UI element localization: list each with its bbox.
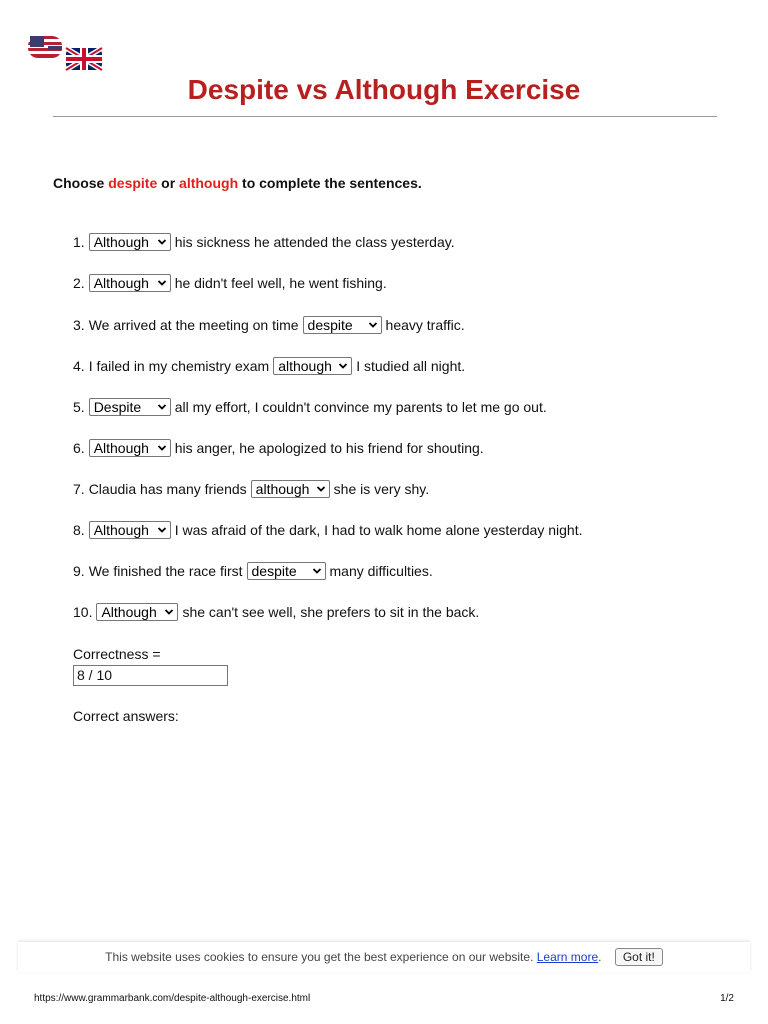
title-divider: [53, 116, 717, 117]
select-value: Although: [101, 604, 157, 620]
question-number: 8.: [73, 522, 85, 538]
select-value: although: [278, 358, 332, 374]
question-number: 7.: [73, 481, 85, 497]
select-value: Although: [93, 440, 149, 456]
question-number: 9.: [73, 563, 85, 579]
answer-select-10[interactable]: [96, 603, 178, 621]
question-number: 1.: [73, 234, 85, 250]
answer-select-1[interactable]: [89, 233, 171, 251]
select-value: Although: [93, 275, 149, 291]
select-value: despite: [307, 317, 353, 333]
question-4: [73, 356, 465, 376]
question-text-after: he didn't feel well, he went fishing.: [174, 275, 387, 291]
instructions-middle: or: [161, 175, 176, 191]
question-8: [73, 520, 582, 540]
correctness-label: Correctness =: [73, 646, 161, 662]
question-number: 5.: [73, 399, 85, 415]
question-text-after: heavy traffic.: [385, 317, 465, 333]
answer-select-6[interactable]: [89, 439, 171, 457]
question-text-after: she can't see well, she prefers to sit in the back.: [182, 604, 480, 620]
chevron-down-icon: [157, 443, 167, 453]
question-text-before: We arrived at the meeting on time: [88, 317, 299, 333]
chevron-down-icon: [157, 278, 167, 288]
answer-select-8[interactable]: [89, 521, 171, 539]
answer-select-2[interactable]: [89, 274, 171, 292]
question-text-before: We finished the race first: [88, 563, 243, 579]
question-6: [73, 438, 484, 458]
question-text-after: his anger, he apologized to his friend for shouting.: [174, 440, 484, 456]
chevron-down-icon: [164, 607, 174, 617]
instructions: [53, 174, 422, 192]
cookie-consent-bar: [18, 942, 750, 972]
question-10: [73, 602, 479, 622]
chevron-down-icon: [368, 320, 378, 330]
keyword-despite: despite: [108, 175, 158, 191]
question-text-before: I failed in my chemistry exam: [88, 358, 270, 374]
select-value: Despite: [93, 399, 142, 415]
select-value: despite: [251, 563, 297, 579]
question-3: [73, 315, 465, 335]
chevron-down-icon: [157, 525, 167, 535]
question-number: 3.: [73, 317, 85, 333]
keyword-although: although: [179, 175, 239, 191]
page-url: https://www.grammarbank.com/despite-although-exercise.html: [34, 993, 311, 1004]
chevron-down-icon: [338, 361, 348, 371]
question-text-after: many difficulties.: [329, 563, 433, 579]
score-field[interactable]: 8 / 10: [73, 665, 228, 686]
question-9: [73, 561, 433, 581]
learn-more-link[interactable]: Learn more: [536, 950, 599, 964]
question-text-after: his sickness he attended the class yesterday.: [174, 234, 455, 250]
page-number: 1/2: [720, 993, 734, 1004]
select-value: although: [255, 481, 310, 497]
question-5: [73, 397, 547, 417]
page-title: Despite vs Although Exercise: [187, 74, 581, 105]
question-text-after: I studied all night.: [356, 358, 466, 374]
question-7: [73, 479, 429, 499]
question-text-after: I was afraid of the dark, I had to walk home alone yesterday night.: [174, 522, 583, 538]
answer-select-9[interactable]: [247, 562, 326, 580]
question-number: 10.: [73, 604, 93, 620]
question-text-before: Claudia has many friends: [88, 481, 247, 497]
question-number: 4.: [73, 358, 85, 374]
chevron-down-icon: [312, 566, 322, 576]
answer-select-4[interactable]: [273, 357, 352, 375]
question-2: [73, 273, 387, 293]
question-text-after: all my effort, I couldn't convince my parents to let me go out.: [174, 399, 547, 415]
chevron-down-icon: [157, 402, 167, 412]
answer-select-7[interactable]: [251, 480, 330, 498]
correct-answers-label: Correct answers:: [73, 708, 179, 724]
cookie-period: .: [598, 950, 602, 964]
question-text-after: she is very shy.: [333, 481, 430, 497]
question-1: [73, 232, 455, 252]
chevron-down-icon: [157, 237, 167, 247]
got-it-button[interactable]: Got it!: [615, 948, 663, 966]
instructions-prefix: Choose: [53, 175, 105, 191]
grammarbank-logo-icon[interactable]: [28, 34, 104, 72]
select-value: Although: [93, 234, 149, 250]
question-number: 6.: [73, 440, 85, 456]
chevron-down-icon: [316, 484, 326, 494]
instructions-suffix: to complete the sentences.: [242, 175, 422, 191]
answer-select-3[interactable]: [303, 316, 382, 334]
answer-select-5[interactable]: [89, 398, 171, 416]
cookie-message: This website uses cookies to ensure you get the best experience on our website.: [105, 950, 534, 964]
question-number: 2.: [73, 275, 85, 291]
select-value: Although: [93, 522, 149, 538]
